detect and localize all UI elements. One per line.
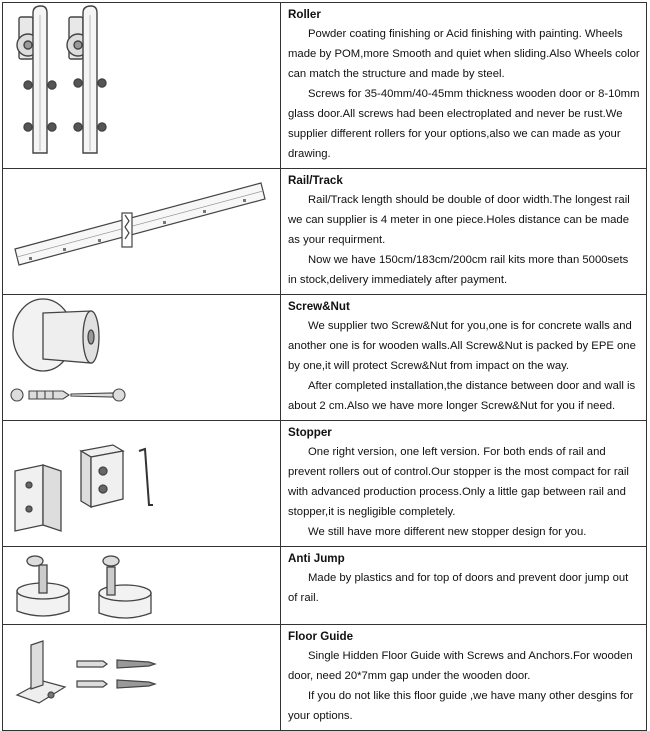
floor-guide-text-cell bbox=[281, 625, 647, 731]
anti-jump-text-cell bbox=[281, 547, 647, 625]
roller-text-cell bbox=[281, 3, 647, 169]
roller-image-cell bbox=[3, 3, 281, 169]
table-row-anti-jump bbox=[3, 547, 647, 625]
rail-text-cell bbox=[281, 169, 647, 295]
spec-table bbox=[2, 2, 647, 731]
anti-jump-paragraph-1: Made by plastics and for top of doors and prevent door jump out of rail. bbox=[288, 572, 629, 604]
anti-jump-title: Anti Jump bbox=[288, 552, 345, 565]
roller-illustration bbox=[3, 3, 280, 161]
rail-image-cell bbox=[3, 169, 281, 295]
table-row-screw-nut bbox=[3, 295, 647, 421]
anti-jump-illustration bbox=[3, 547, 280, 624]
floor-guide-image-cell bbox=[3, 625, 281, 731]
floor-guide-paragraph-1: Single Hidden Floor Guide with Screws and Anchors.For wooden door, need 20*7mm gap under the wooden door. bbox=[288, 650, 633, 682]
stopper-title: Stopper bbox=[288, 426, 332, 439]
table-row-rail bbox=[3, 169, 647, 295]
rail-paragraph-1: Rail/Track length should be double of door width.The longest rail we can supplier is 4 meter in one piece.Holes distance can be made as your requirment. bbox=[288, 194, 630, 246]
screw-nut-image-cell bbox=[3, 295, 281, 421]
screw-nut-illustration bbox=[3, 295, 280, 413]
stopper-paragraph-2: We still have more different new stopper design for you. bbox=[308, 526, 587, 538]
screw-nut-paragraph-2: After completed installation,the distance between door and wall is about 2 cm.Also we have more longer Screw&Nut for you if need. bbox=[288, 380, 636, 412]
roller-paragraph-1: Powder coating finishing or Acid finishing with painting. Wheels made by POM,more Smooth and quiet when sliding.Also Wheels color can match the structure and made by steel. bbox=[288, 28, 640, 80]
rail-illustration bbox=[3, 169, 280, 287]
stopper-illustration bbox=[3, 421, 280, 539]
stopper-paragraph-1: One right version, one left version. For both ends of rail and prevent rollers out of control.Our stopper is the most compact for rail with advanced production process.Only a little gap between rail and stopper,it is negligible completely. bbox=[288, 446, 629, 518]
screw-nut-title: Screw&Nut bbox=[288, 300, 350, 313]
rail-title: Rail/Track bbox=[288, 174, 343, 187]
table-row-floor-guide bbox=[3, 625, 647, 731]
table-row-roller bbox=[3, 3, 647, 169]
screw-nut-paragraph-1: We supplier two Screw&Nut for you,one is for concrete walls and another one is for wooden walls.All Screw&Nut is packed by EPE one by one,it will protect Screw&Nut from impact on the way. bbox=[288, 320, 636, 372]
stopper-image-cell bbox=[3, 421, 281, 547]
stopper-text-cell bbox=[281, 421, 647, 547]
rail-paragraph-2: Now we have 150cm/183cm/200cm rail kits more than 5000sets in stock,delivery immediately after payment. bbox=[288, 254, 629, 286]
screw-nut-text-cell bbox=[281, 295, 647, 421]
roller-title: Roller bbox=[288, 8, 321, 21]
table-row-stopper bbox=[3, 421, 647, 547]
floor-guide-title: Floor Guide bbox=[288, 630, 354, 643]
anti-jump-image-cell bbox=[3, 547, 281, 625]
floor-guide-paragraph-2: If you do not like this floor guide ,we have many other desgins for your options. bbox=[288, 690, 634, 722]
floor-guide-illustration bbox=[3, 625, 280, 724]
roller-paragraph-2: Screws for 35-40mm/40-45mm thickness wooden door or 8-10mm glass door.All screws had been electroplated and never be rust.We supplier different rollers for your options,also we can made as your drawing. bbox=[288, 88, 640, 160]
